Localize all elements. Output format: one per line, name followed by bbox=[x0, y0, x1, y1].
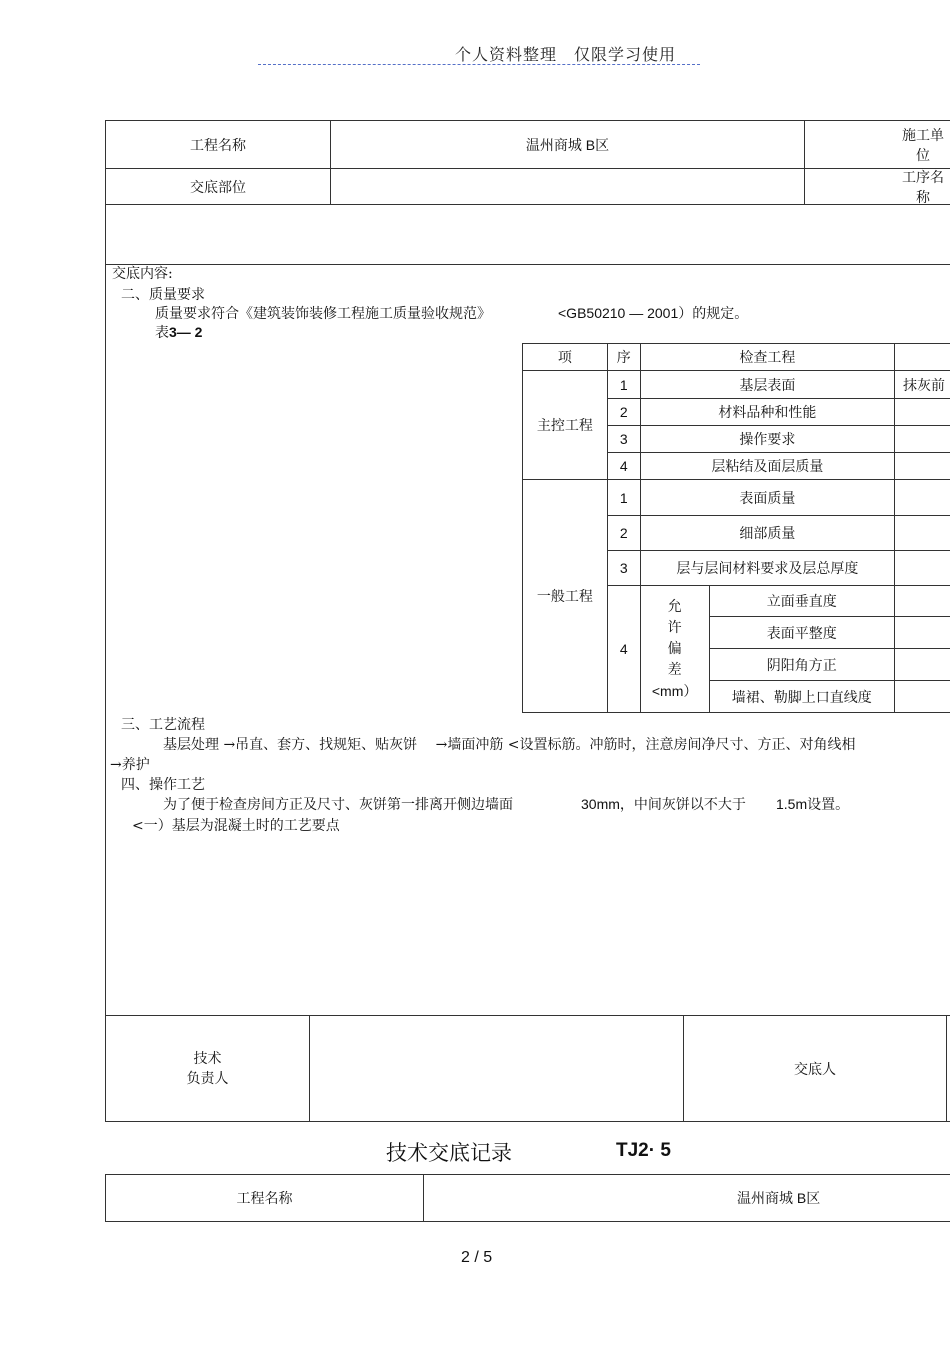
deviation-row-check: 墙裙、勒脚上口直线度 bbox=[709, 681, 894, 713]
section-3-title: 三、工艺流程 bbox=[121, 717, 205, 733]
general-row-check: 细部质量 bbox=[640, 516, 894, 551]
section-2-title: 二、质量要求 bbox=[121, 287, 205, 303]
tech-lead-label bbox=[106, 1016, 309, 1121]
main-row-seq: 3 bbox=[607, 426, 640, 453]
deviation-label-char: 差 bbox=[667, 661, 682, 678]
deviation-row-check: 立面垂直度 bbox=[709, 586, 894, 617]
main-row-check: 层粘结及面层质量 bbox=[640, 453, 894, 480]
general-row-extra bbox=[895, 480, 950, 516]
deviation-row-check: 表面平整度 bbox=[709, 617, 894, 649]
col-seq-header: 序 bbox=[607, 344, 640, 371]
general-row-extra bbox=[895, 516, 950, 551]
project-name-label: 工程名称 bbox=[190, 137, 246, 154]
deviation-label-char: 许 bbox=[667, 619, 682, 636]
general-row-seq: 3 bbox=[607, 551, 640, 586]
col-item-header: 项 bbox=[523, 344, 608, 371]
deviation-row-extra bbox=[895, 586, 950, 617]
section-4-subtitle: <一）基层为混凝土时的工艺要点 bbox=[132, 818, 340, 834]
main-row-extra bbox=[895, 426, 950, 453]
record-code: TJ2· 5 bbox=[616, 1140, 671, 1161]
general-row-extra bbox=[895, 551, 950, 586]
general-row-seq: 1 bbox=[607, 480, 640, 516]
deviation-label-char: <mm） bbox=[651, 682, 698, 699]
section-4-max-spacing: 1.5m设置。 bbox=[776, 796, 850, 812]
project-name-value: 温州商城 B区 bbox=[525, 136, 610, 153]
handover-part-label: 交底部位 bbox=[190, 179, 246, 196]
general-row-check: 层与层间材料要求及层总厚度 bbox=[640, 551, 894, 586]
main-group-label: 主控工程 bbox=[523, 371, 608, 480]
deviation-label-char: 允 bbox=[667, 598, 682, 615]
main-row-extra: 抹灰前 bbox=[895, 371, 950, 399]
section-3-flow-line2: →养护 bbox=[110, 757, 150, 773]
main-row-check: 基层表面 bbox=[640, 371, 894, 399]
main-row-seq: 1 bbox=[607, 371, 640, 399]
deviation-row-extra bbox=[895, 649, 950, 681]
handover-person-label: 交底人 bbox=[794, 1061, 836, 1078]
section-3-flow-line1: 基层处理 →吊直、套方、找规矩、贴灰饼 →墙面冲筋 <设置标筋。冲筋时，注意房间净尺寸、方正、对角线相 bbox=[163, 737, 856, 753]
quality-table bbox=[522, 343, 950, 713]
main-row-check: 材料品种和性能 bbox=[640, 399, 894, 426]
section-2-text: 质量要求符合《建筑装饰装修工程施工质量验收规范》 bbox=[155, 306, 491, 322]
table-caption-number: 3— 2 bbox=[169, 324, 203, 340]
second-project-name-label: 工程名称 bbox=[236, 1191, 293, 1207]
general-row-seq: 2 bbox=[607, 516, 640, 551]
general-row-check: 表面质量 bbox=[640, 480, 894, 516]
handover-part-value bbox=[331, 169, 804, 204]
general-group-label: 一般工程 bbox=[523, 480, 608, 713]
deviation-label-char: 偏 bbox=[667, 640, 682, 657]
tech-lead-line1: 技术 bbox=[193, 1050, 222, 1067]
table-caption-prefix: 表 bbox=[155, 325, 169, 341]
main-row-check: 操作要求 bbox=[640, 426, 894, 453]
deviation-seq: 4 bbox=[607, 586, 640, 713]
header-underline bbox=[258, 64, 700, 65]
section-2-standard: <GB50210 — 2001）的规定。 bbox=[558, 305, 749, 321]
main-row-extra bbox=[895, 453, 950, 480]
main-row-seq: 4 bbox=[607, 453, 640, 480]
second-project-name-value: 温州商城 B区 bbox=[737, 1190, 821, 1206]
col-extra-header bbox=[895, 344, 950, 371]
process-name-label: 工序名称 bbox=[902, 169, 944, 206]
main-row-extra bbox=[895, 399, 950, 426]
deviation-row-extra bbox=[895, 681, 950, 713]
deviation-row-extra bbox=[895, 617, 950, 649]
record-title: 技术交底记录 bbox=[386, 1141, 512, 1165]
tech-lead-line2: 负责人 bbox=[186, 1070, 229, 1087]
table-caption bbox=[155, 322, 202, 342]
section-4-title: 四、操作工艺 bbox=[121, 777, 205, 793]
main-row-seq: 2 bbox=[607, 399, 640, 426]
deviation-label bbox=[640, 586, 709, 713]
page-header: 个人资料整理 仅限学习使用 bbox=[455, 45, 677, 64]
deviation-row-check: 阴阳角方正 bbox=[709, 649, 894, 681]
page-number: 2 / 5 bbox=[461, 1249, 493, 1266]
content-intro: 交底内容: bbox=[112, 266, 173, 282]
section-4-text: 为了便于检查房间方正及尺寸、灰饼第一排离开侧边墙面 bbox=[163, 797, 513, 813]
col-check-header: 检查工程 bbox=[640, 344, 894, 371]
construction-unit-label: 施工单位 bbox=[902, 127, 944, 164]
section-4-spacing: 30mm，中间灰饼以不大于 bbox=[581, 796, 746, 812]
